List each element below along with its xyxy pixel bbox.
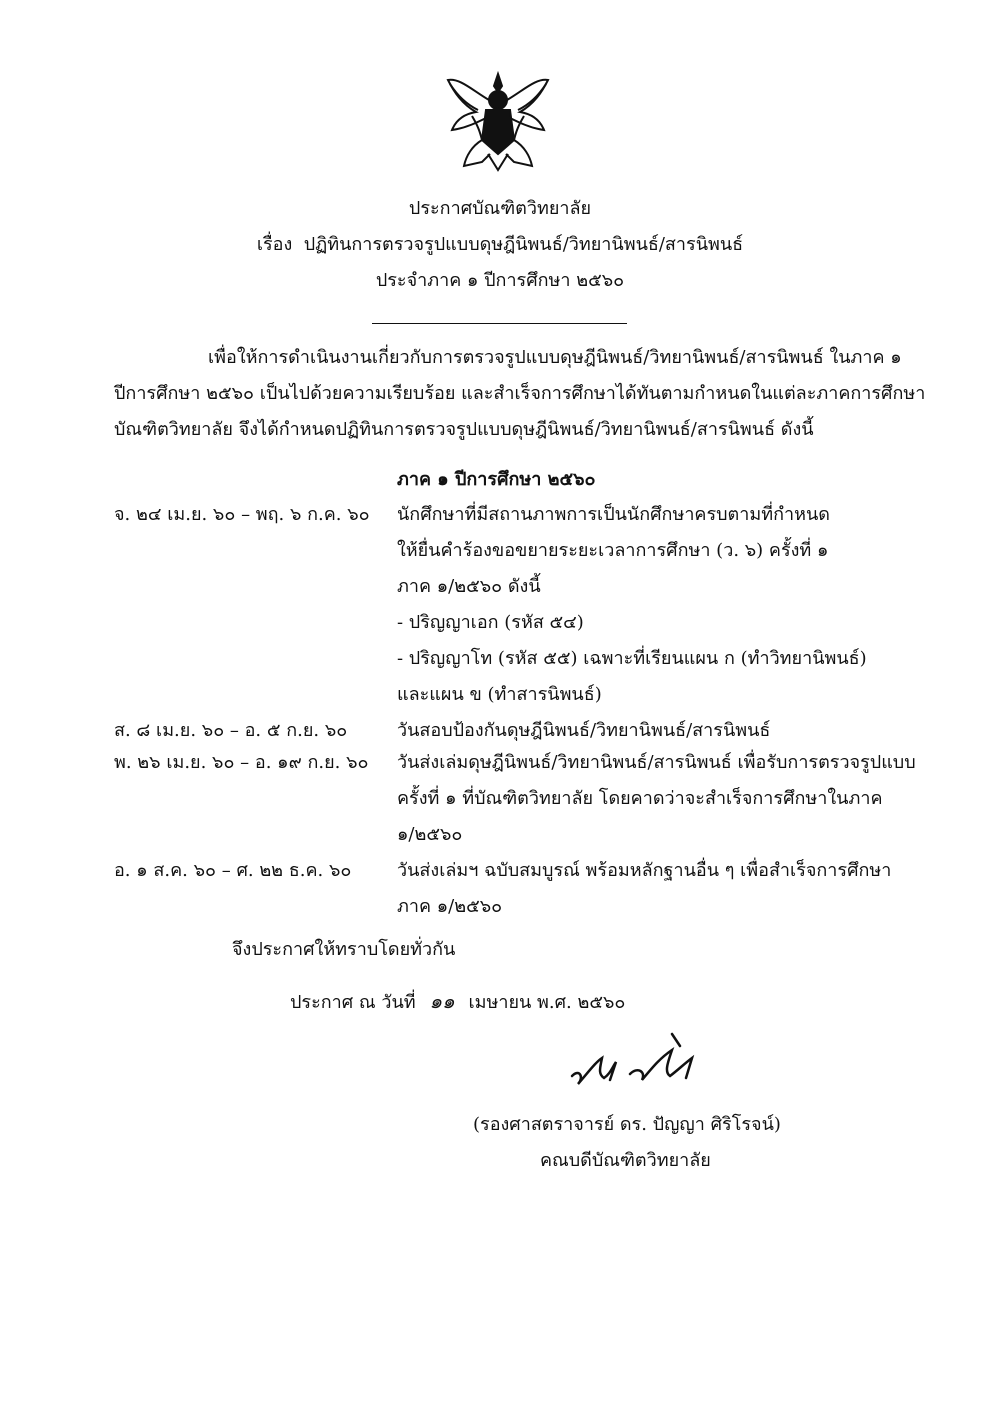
schedule-item-1-line-1: นักศึกษาที่มีสถานภาพการเป็นนักศึกษาครบตามที่กำหนด xyxy=(397,504,830,525)
schedule-item-1-line-3: ภาค ๑/๒๕๖๐ ดังนี้ xyxy=(397,576,541,597)
schedule-item-3-line-1: วันส่งเล่มดุษฎีนิพนธ์/วิทยานิพนธ์/สารนิพนธ์ เพื่อรับการตรวจรูปแบบ xyxy=(397,752,916,773)
schedule-item-3-line-3: ๑/๒๕๖๐ xyxy=(397,824,463,845)
schedule-item-3-line-2: ครั้งที่ ๑ ที่บัณฑิตวิทยาลัย โดยคาดว่าจะสำเร็จการศึกษาในภาค xyxy=(397,788,883,809)
garuda-emblem-icon xyxy=(442,70,554,174)
schedule-date-4: อ. ๑ ส.ค. ๖๐ – ศ. ๒๒ ธ.ค. ๖๐ xyxy=(114,860,352,881)
schedule-item-1-line-5: - ปริญญาโท (รหัส ๕๕) เฉพาะที่เรียนแผน ก (ทำวิทยานิพนธ์) xyxy=(397,648,867,669)
announce-suffix: เมษายน พ.ศ. ๒๕๖๐ xyxy=(468,992,626,1013)
schedule-item-1-line-4: - ปริญญาเอก (รหัส ๕๔) xyxy=(397,612,584,633)
schedule-item-4-line-2: ภาค ๑/๒๕๖๐ xyxy=(397,896,503,917)
announcement-title: ประกาศบัณฑิตวิทยาลัย xyxy=(408,198,592,219)
announce-prefix: ประกาศ ณ วันที่ xyxy=(290,992,416,1013)
subject-label: เรื่อง xyxy=(256,234,293,255)
signature xyxy=(560,1028,710,1090)
subject-text: ปฏิทินการตรวจรูปแบบดุษฎีนิพนธ์/วิทยานิพนธ์/สารนิพนธ์ xyxy=(303,234,744,255)
schedule-item-1-line-6: และแผน ข (ทำสารนิพนธ์) xyxy=(397,684,602,705)
announce-date-line xyxy=(290,983,625,1019)
intro-line-1: เพื่อให้การดำเนินงานเกี่ยวกับการตรวจรูปแบบดุษฎีนิพนธ์/วิทยานิพนธ์/สารนิพนธ์ ในภาค ๑ xyxy=(208,347,902,368)
signatory-name: (รองศาสตราจารย์ ดร. ปัญญา ศิริโรจน์) xyxy=(473,1114,781,1135)
signatory-position: คณบดีบัณฑิตวิทยาลัย xyxy=(540,1150,711,1171)
schedule-heading: ภาค ๑ ปีการศึกษา ๒๕๖๐ xyxy=(397,469,596,490)
header-divider xyxy=(372,323,627,324)
schedule-item-1-line-2: ให้ยื่นคำร้องขอขยายระยะเวลาการศึกษา (ว. ๖) ครั้งที่ ๑ xyxy=(397,540,829,561)
schedule-item-4-line-1: วันส่งเล่มฯ ฉบับสมบูรณ์ พร้อมหลักฐานอื่น ๆ เพื่อสำเร็จการศึกษา xyxy=(397,860,892,881)
intro-line-3: บัณฑิตวิทยาลัย จึงได้กำหนดปฏิทินการตรวจรูปแบบดุษฎีนิพนธ์/วิทยานิพนธ์/สารนิพนธ์ ดังนี้ xyxy=(114,419,814,440)
announcement-term: ประจำภาค ๑ ปีการศึกษา ๒๕๖๐ xyxy=(375,270,625,291)
intro-line-2: ปีการศึกษา ๒๕๖๐ เป็นไปด้วยความเรียบร้อย และสำเร็จการศึกษาได้ทันตามกำหนดในแต่ละภาคการศึกษา xyxy=(114,383,926,404)
announcement-subject xyxy=(0,227,1000,263)
schedule-date-1: จ. ๒๔ เม.ย. ๖๐ – พฤ. ๖ ก.ค. ๖๐ xyxy=(114,504,370,525)
schedule-date-2: ส. ๘ เม.ย. ๖๐ – อ. ๕ ก.ย. ๖๐ xyxy=(114,720,348,741)
schedule-date-3: พ. ๒๖ เม.ย. ๖๐ – อ. ๑๙ ก.ย. ๖๐ xyxy=(114,752,369,773)
announce-day: ๑๑ xyxy=(429,989,455,1013)
schedule-item-2-line-1: วันสอบป้องกันดุษฎีนิพนธ์/วิทยานิพนธ์/สารนิพนธ์ xyxy=(397,720,771,741)
closing-text: จึงประกาศให้ทราบโดยทั่วกัน xyxy=(232,939,456,960)
